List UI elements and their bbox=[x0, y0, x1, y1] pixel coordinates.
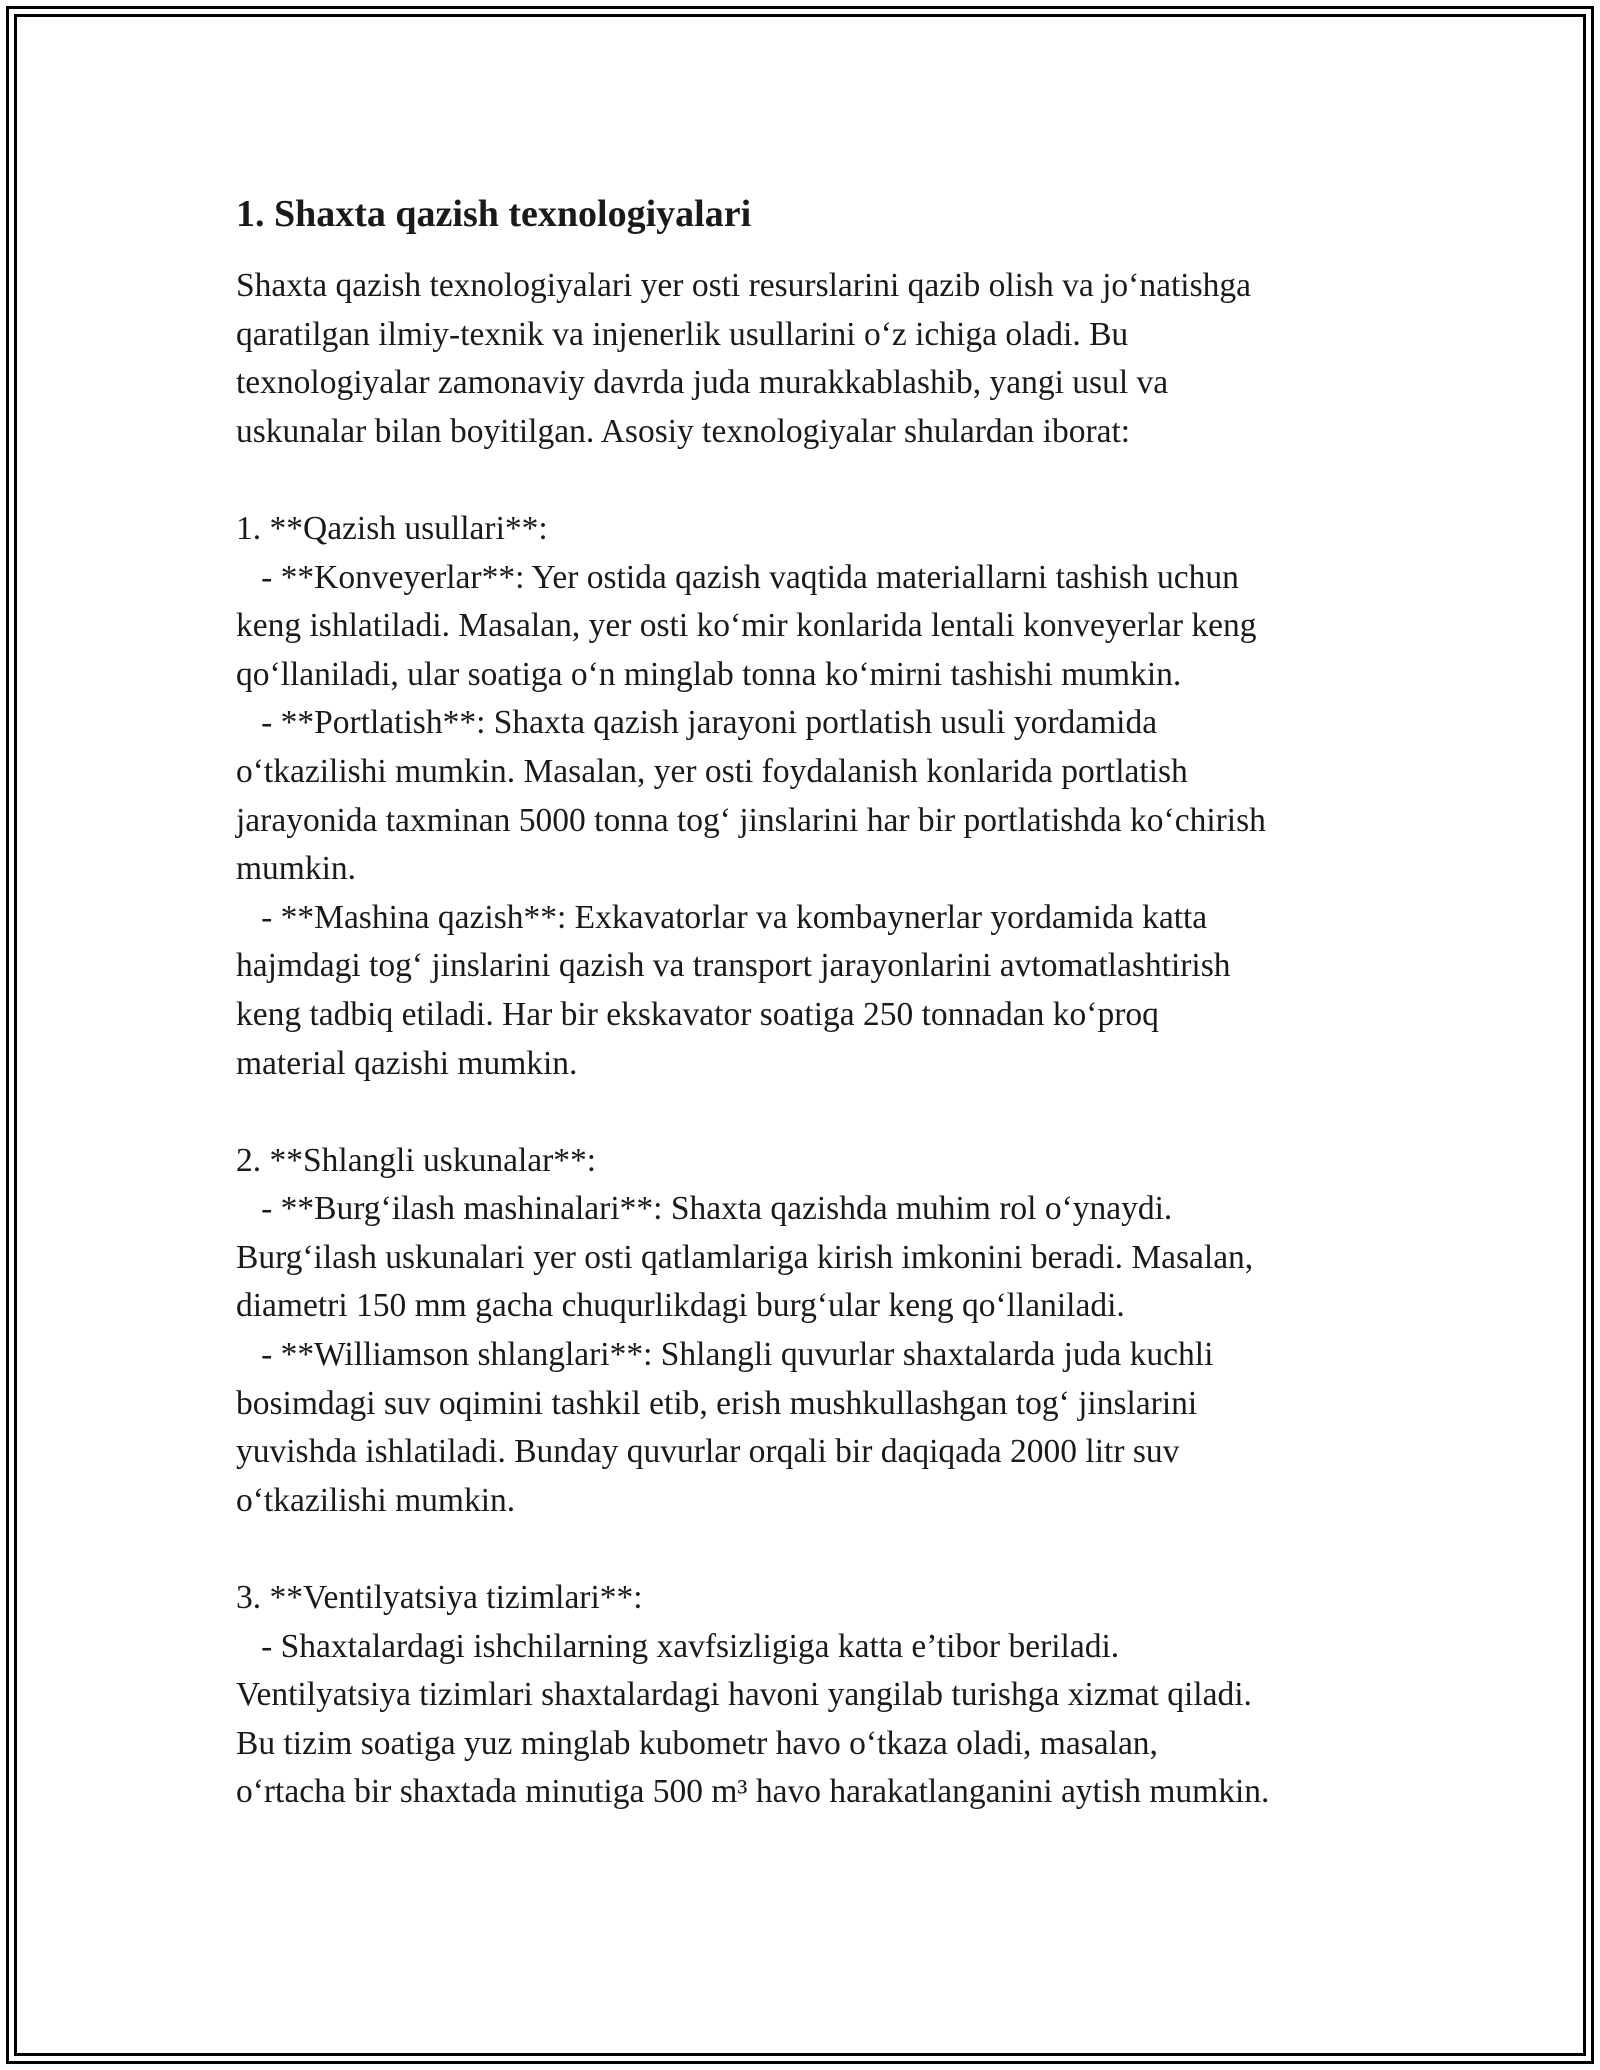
document-title: 1. Shaxta qazish texnologiyalari bbox=[236, 193, 752, 235]
document-body: Shaxta qazish texnologiyalari yer osti resurslarini qazib olish va jo‘natishga qaratilgan ilmiy-texnik va injenerlik usullarini o‘z ichiga oladi. Bu texnologiyalar zamonaviy davrda juda murakkablashib, yangi usul va uskunalar bilan boyitilgan. Asosiy texnologiyalar shulardan iborat: 1. **Qazish usullari**: - **Konveyerlar**: Yer ostida qazish vaqtida materiallarni tashish uchun keng ishlatiladi. Masalan, yer osti ko‘mir konlarida lentali konveyerlar keng qo‘llaniladi, ular soatiga o‘n minglab tonna ko‘mirni tashishi mumkin. - **Portlatish**: Shaxta qazish jarayoni portlatish usuli yordamida o‘tkazilishi mumkin. Masalan, yer osti foydalanish konlarida portlatish jarayonida taxminan 5000 tonna tog‘ jinslarini har bir portlatishda ko‘chirish mumkin. - **Mashina qazish**: Exkavatorlar va kombaynerlar yordamida katta hajmdagi tog‘ jinslarini qazish va transport jarayonlarini avtomatlashtirish keng tadbiq etiladi. Har bir ekskavator soatiga 250 tonnadan ko‘proq material qazishi mumkin. 2. **Shlangli uskunalar**: - **Burg‘ilash mashinalari**: Shaxta qazishda muhim rol o‘ynaydi. Burg‘ilash uskunalari yer osti qatlamlariga kirish imkonini beradi. Masalan, diametri 150 mm gacha chuqurlikdagi burg‘ular keng qo‘llaniladi. - **Williamson shlanglari**: Shlangli quvurlar shaxtalarda juda kuchli bosimdagi suv oqimini tashkil etib, erish mushkullashgan tog‘ jinslarini yuvishda ishlatiladi. Bunday quvurlar orqali bir daqiqada 2000 litr suv o‘tkazilishi mumkin. 3. **Ventilyatsiya tizimlari**: - Shaxtalardagi ishchilarning xavfsizligiga katta e’tibor beriladi. Ventilyatsiya tizimlari shaxtalardagi havoni yangilab turishga xizmat qiladi. Bu tizim soatiga yuz minglab kubometr havo o‘tkaza oladi, masalan, o‘rtacha bir shaxtada minutiga 500 m³ havo harakatlanganini aytish mumkin. bbox=[236, 267, 1270, 1811]
document-content bbox=[236, 186, 1396, 1817]
